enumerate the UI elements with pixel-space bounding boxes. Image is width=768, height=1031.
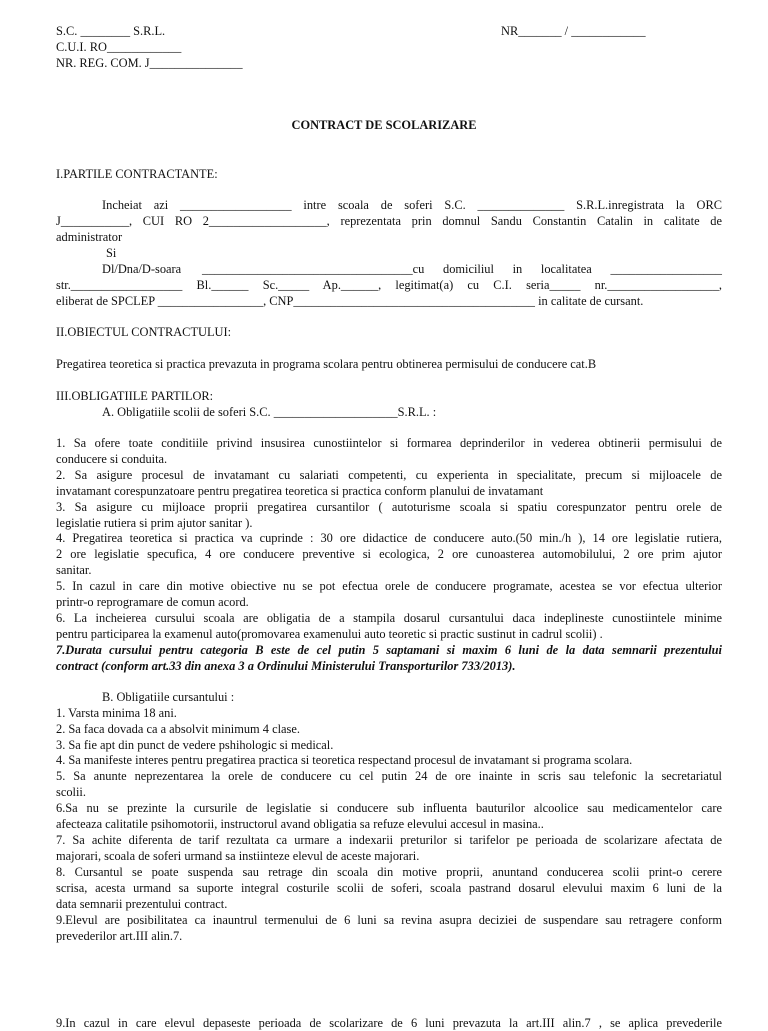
- school-obligations-heading: A. Obligatiile scolii de soferi S.C. ____________________S.R.L. :: [102, 405, 437, 419]
- school-obligation-2: invatamant corespunzatoare pentru pregatirea teoretica si practica conform planului de invatamant: [56, 484, 544, 498]
- student-obligation-10-partial: 9.In cazul in care elevul depaseste perioada de scolarizare de 6 luni prevazuta la art.III alin.7 , se aplica prevederile: [56, 1016, 722, 1030]
- student-obligation-9: 9.Elevul are posibilitatea ca inauntrul termenului de 6 luni sa revina asupra deciziei de suspendare sau retragere conform: [56, 913, 722, 927]
- school-obligation-3: 3. Sa asigure cu mijloace proprii pregatirea cursantilor ( autoturisme scoala si spatiu corespunzator pentru orele de: [56, 500, 722, 514]
- school-obligation-7: contract (conform art.33 din anexa 3 a Ordinului Ministerului Transporturilor 733/2013).: [56, 659, 516, 673]
- school-obligation-6: pentru participarea la examenul auto(promovarea examenului auto teoretic si practic sustinut in cadrul scolii) .: [56, 627, 603, 641]
- parties-paragraph-line: administrator: [56, 230, 123, 244]
- student-obligation-8: data semnarii prezentului contract.: [56, 897, 228, 911]
- student-obligation-6: afecteaza calitatile psihomotorii, instructorul avand obligatia sa refuze elevului accesul in masina..: [56, 817, 544, 831]
- school-obligation-7: 7.Durata cursului pentru categoria B este de cel putin 5 saptamani si maxim 6 luni de la data semnarii prezentului: [56, 643, 722, 657]
- student-obligation-2: 2. Sa faca dovada ca a absolvit minimum 4 clase.: [56, 722, 300, 736]
- school-obligation-4: 4. Pregatirea teoretica si practica va cuprinde : 30 ore didactice de conducere auto.(50 min./h ), 14 ore legislatie rutiera,: [56, 531, 722, 545]
- section-2-heading: II.OBIECTUL CONTRACTULUI:: [56, 325, 232, 339]
- school-obligation-5: 5. In cazul in care din motive obiective nu se pot efectua orele de conducere programate, acestea se vor efectua ulterior: [56, 579, 722, 593]
- cui-line: C.U.I. RO____________: [56, 40, 182, 54]
- student-obligations-heading: B. Obligatiile cursantului :: [102, 690, 235, 704]
- contract-number-line: NR_______ / ____________: [501, 24, 646, 38]
- student-obligation-7: majorari, scoala de soferi urmand sa instiinteze elevul de aceste majorari.: [56, 849, 420, 863]
- school-obligation-4: sanitar.: [56, 563, 92, 577]
- student-obligation-1: 1. Varsta minima 18 ani.: [56, 706, 177, 720]
- parties-paragraph-line: J___________, CUI RO 2___________________, reprezentata prin domnul Sandu Constantin Catalin in calitate de: [56, 214, 722, 228]
- school-obligation-4: 2 ore legislatie specufica, 4 ore conducere preventive si ecologica, 2 ore cunoasterea automobilului, 2 ore prim ajutor: [56, 547, 722, 561]
- parties-paragraph-line: Incheiat azi __________________ intre scoala de soferi S.C. ______________ S.R.L.inregistrata la ORC: [102, 198, 722, 212]
- student-obligation-4: 4. Sa manifeste interes pentru pregatirea practica si teoretica respectand procesul de invatamant si programa scolara.: [56, 753, 633, 767]
- school-obligation-5: printr-o reprogramare de comun acord.: [56, 595, 249, 609]
- student-obligation-8: 8. Cursantul se poate suspenda sau retrage din scoala din motive proprii, anuntand conducerea scolii print-o cerere: [56, 865, 722, 879]
- section-1-heading: I.PARTILE CONTRACTANTE:: [56, 167, 218, 181]
- conjunction-si: Si: [106, 246, 117, 260]
- student-obligation-8: scrisa, acesta urmand sa suporte integral costurile scolii de soferi, scoala pastrand dosarul elevului maxim 6 luni de la: [56, 881, 722, 895]
- school-obligation-2: 2. Sa asigure procesul de invatamant cu salariati competenti, cu experienta in specialitate, precum si mijloacele de: [56, 468, 722, 482]
- contract-object-text: Pregatirea teoretica si practica prevazuta in programa scolara pentru obtinerea permisului de conducere cat.B: [56, 357, 597, 371]
- student-obligation-7: 7. Sa achite diferenta de tarif rezultata ca urmare a indexarii preturilor si tarifelor pe perioada de scolarizare afectata de: [56, 833, 722, 847]
- section-3-heading: III.OBLIGATIILE PARTILOR:: [56, 389, 214, 403]
- student-paragraph-line: eliberat de SPCLEP _________________, CNP_______________________________________ in calitate de cursant.: [56, 294, 644, 308]
- student-paragraph-line: __________________________________cu domiciliul in localitatea __________________: [202, 262, 722, 276]
- student-obligation-3: 3. Sa fie apt din punct de vedere pshihologic si medical.: [56, 738, 334, 752]
- company-name-line: S.C. ________ S.R.L.: [56, 24, 166, 38]
- student-obligation-5: scolii.: [56, 785, 86, 799]
- student-paragraph-line: str.__________________ Bl.______ Sc._____ Ap.______, legitimat(a) cu C.I. seria_____ nr.__________________,: [56, 278, 722, 292]
- document-title: CONTRACT DE SCOLARIZARE: [291, 118, 477, 132]
- school-obligation-3: legislatie rutiera si prim ajutor sanitar ).: [56, 516, 253, 530]
- school-obligation-6: 6. La incheierea cursului scoala are obligatia de a stampila dosarul cursantului daca indeplineste cunostiintele minime: [56, 611, 722, 625]
- student-salutation: Dl/Dna/D-soara: [102, 262, 182, 276]
- school-obligation-1: conducere si conduita.: [56, 452, 168, 466]
- student-obligation-9: prevederilor art.III alin.7.: [56, 929, 183, 943]
- school-obligation-1: 1. Sa ofere toate conditiile privind insusirea cunostiintelor si formarea deprinderilor in vederea obtinerii permisului de: [56, 436, 722, 450]
- student-obligation-5: 5. Sa anunte neprezentarea la orele de conducere cu cel putin 24 de ore inainte in scris sau telefonic la secretariatul: [56, 769, 722, 783]
- trade-register-line: NR. REG. COM. J_______________: [56, 56, 243, 70]
- student-obligation-6: 6.Sa nu se prezinte la cursurile de legislatie si conducere sub influenta bauturilor alcoolice sau medicamentelor care: [56, 801, 722, 815]
